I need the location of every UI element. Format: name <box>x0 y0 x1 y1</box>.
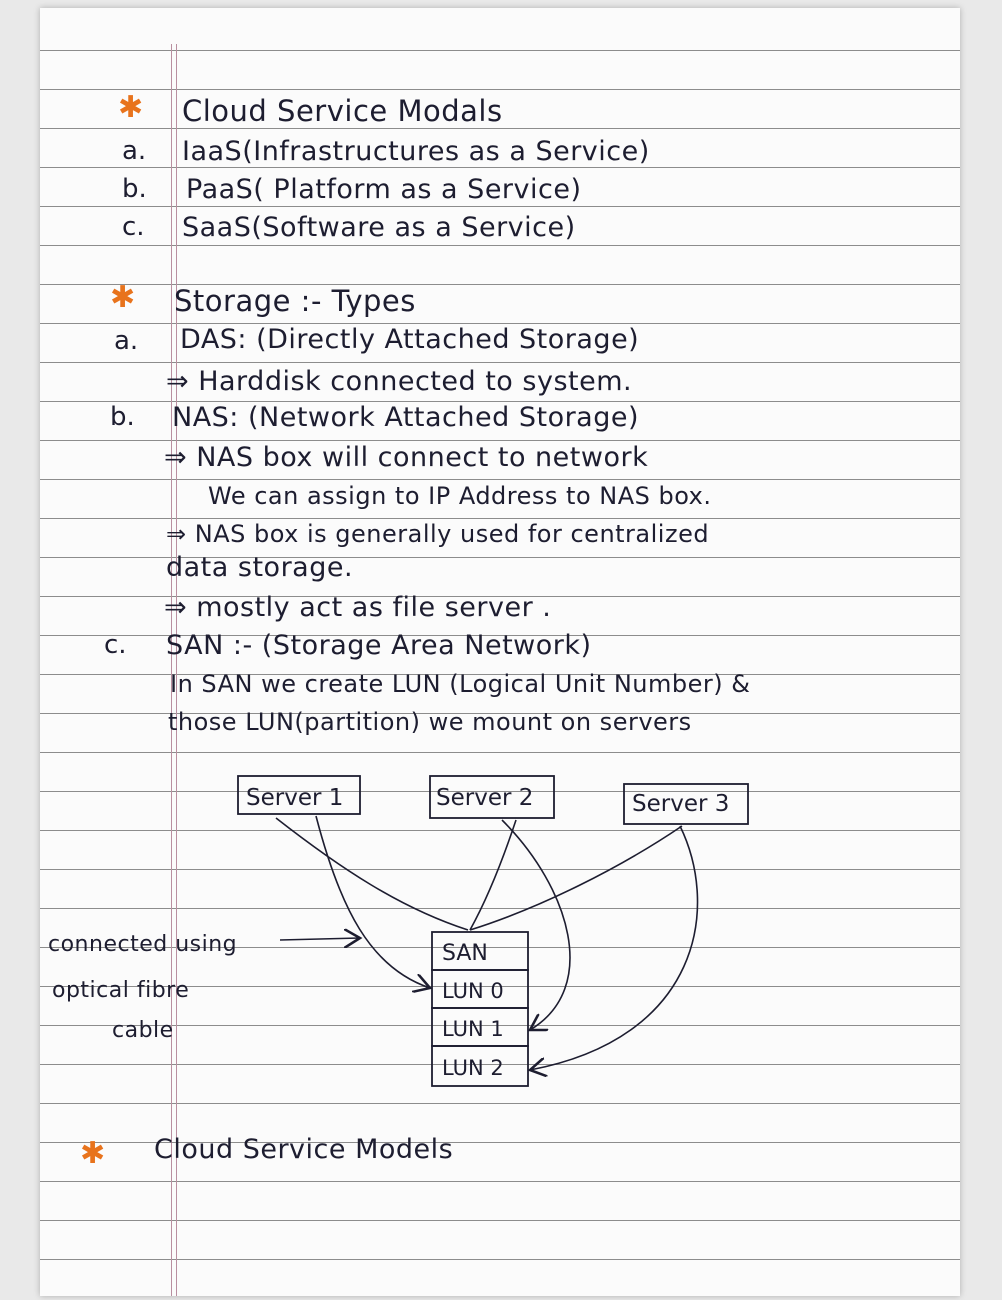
san-line: In SAN we create LUN (Logical Unit Number) & <box>170 670 751 698</box>
server-1-label: Server 1 <box>246 785 344 811</box>
nas-line: ⇒ mostly act as file server . <box>164 592 552 623</box>
lun-2-label: LUN 2 <box>442 1056 504 1080</box>
san-title: SAN :- (Storage Area Network) <box>166 630 592 661</box>
list-marker: c. <box>122 212 145 242</box>
lun-1-label: LUN 1 <box>442 1017 504 1041</box>
annotation-line: cable <box>112 1018 174 1043</box>
star-bullet-icon: ✱ <box>118 90 144 125</box>
list-marker: a. <box>114 326 139 356</box>
annotation-line: connected using <box>48 932 238 957</box>
server-2-label: Server 2 <box>436 785 534 811</box>
section-heading-storage: Storage :- Types <box>174 284 416 318</box>
section-heading-cloud-models: Cloud Service Modals <box>182 94 503 128</box>
nas-title: NAS: (Network Attached Storage) <box>172 402 640 433</box>
notebook-page <box>40 8 960 1296</box>
connector-server3-san <box>470 826 682 930</box>
nas-line: data storage. <box>166 552 354 583</box>
annotation-arrow <box>280 938 360 940</box>
arrow-server3-lun2 <box>530 826 698 1070</box>
star-bullet-icon: ✱ <box>110 280 136 315</box>
list-item-iaas: IaaS(Infrastructures as a Service) <box>182 136 650 167</box>
connector-server2-san <box>470 820 516 930</box>
server-3-label: Server 3 <box>632 791 730 817</box>
nas-line: ⇒ NAS box is generally used for centralized <box>166 520 710 548</box>
connector-server1-san <box>276 818 468 930</box>
section-heading-cloud-models-2: Cloud Service Models <box>154 1134 454 1165</box>
list-marker: b. <box>110 402 135 432</box>
list-marker: a. <box>122 136 147 166</box>
san-line: those LUN(partition) we mount on servers <box>168 708 692 736</box>
lun-0-label: LUN 0 <box>442 979 504 1003</box>
list-item-paas: PaaS( Platform as a Service) <box>186 174 582 205</box>
list-marker: c. <box>104 630 127 660</box>
nas-line: ⇒ NAS box will connect to network <box>164 442 649 473</box>
star-bullet-icon: ✱ <box>80 1136 106 1171</box>
san-label: SAN <box>442 941 488 966</box>
list-marker: b. <box>122 174 147 204</box>
san-diagram <box>40 8 960 1296</box>
arrow-server2-lun1 <box>502 820 570 1030</box>
annotation-line: optical fibre <box>52 978 190 1003</box>
nas-line: We can assign to IP Address to NAS box. <box>208 482 712 510</box>
das-title: DAS: (Directly Attached Storage) <box>180 324 640 355</box>
das-line: ⇒ Harddisk connected to system. <box>166 366 633 397</box>
arrow-server1-lun0 <box>316 816 430 988</box>
list-item-saas: SaaS(Software as a Service) <box>182 212 576 243</box>
